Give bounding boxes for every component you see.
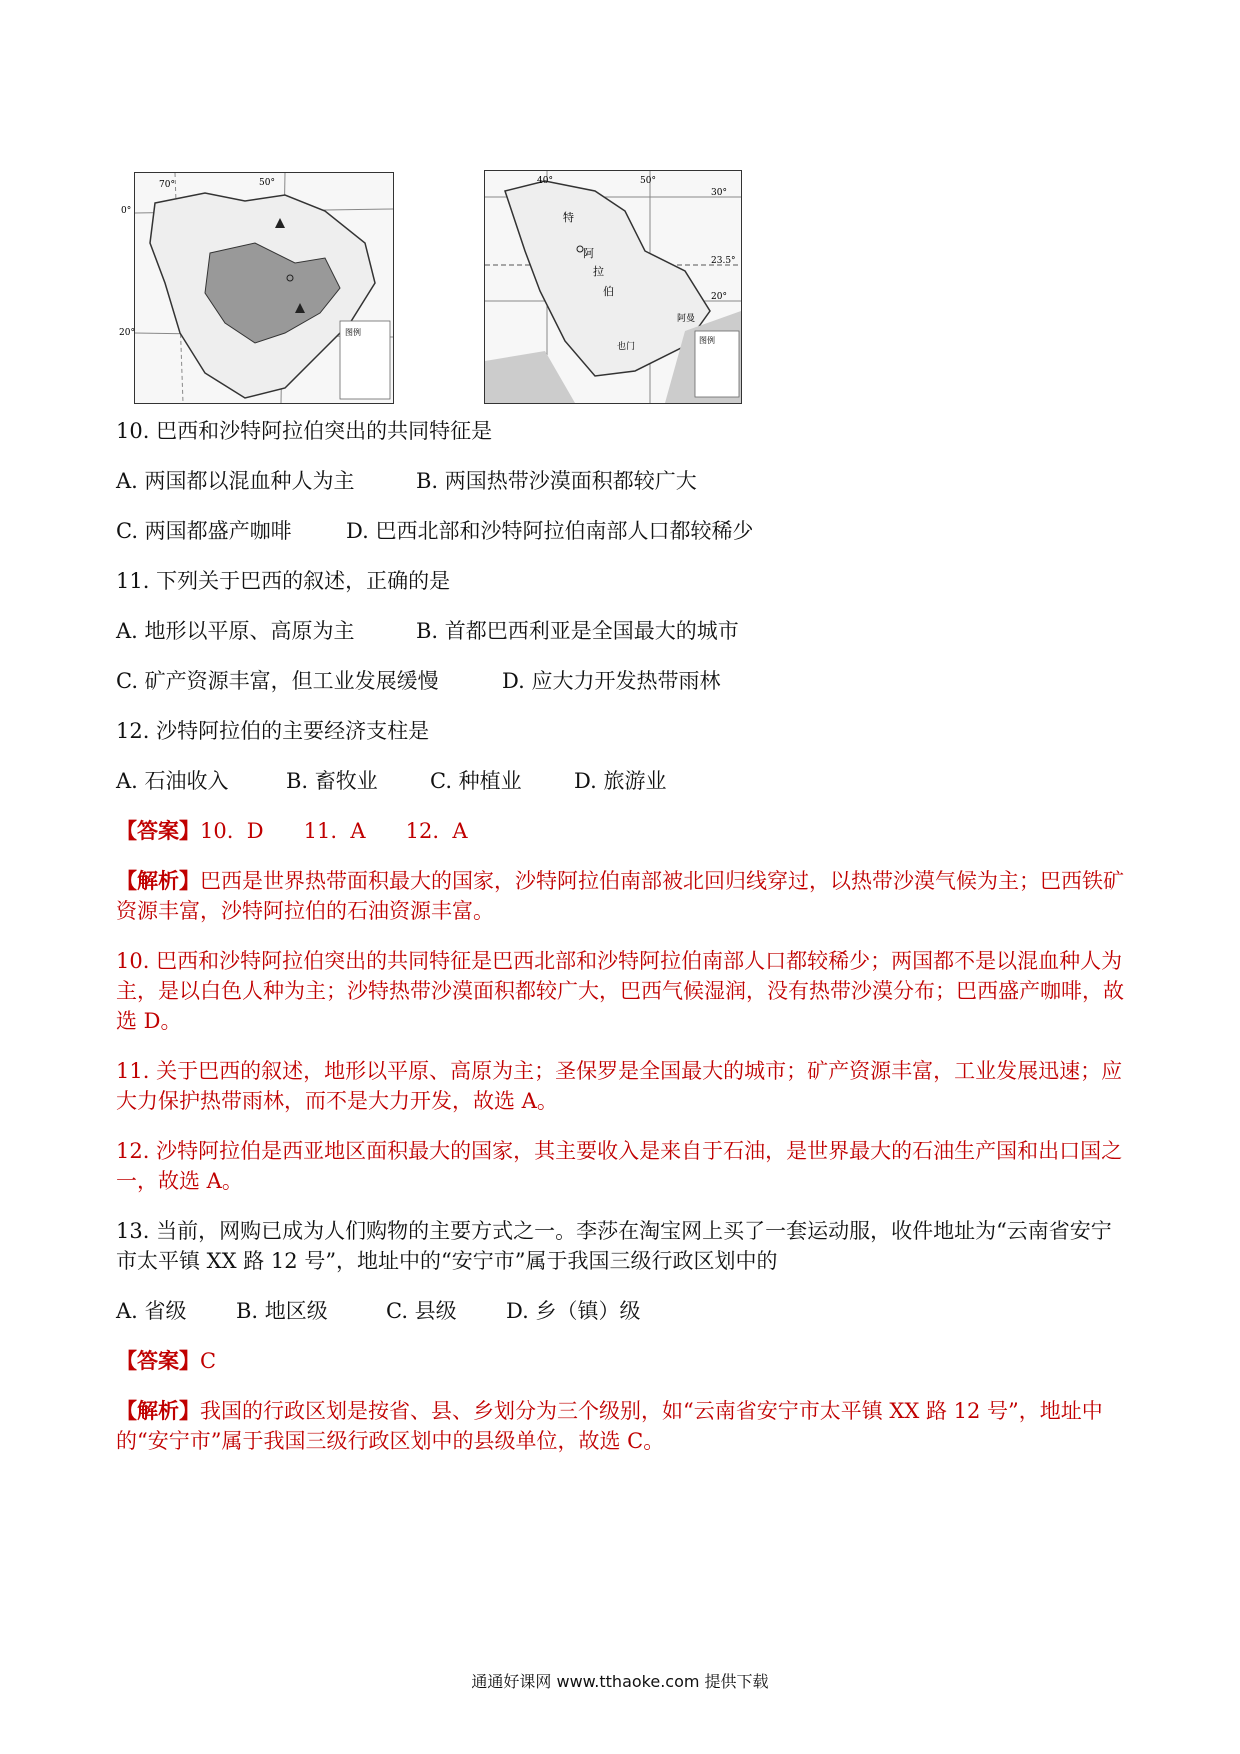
answer-text-2: C xyxy=(200,1349,217,1373)
brazil-map xyxy=(119,172,394,404)
q10-options-ab xyxy=(116,466,1126,516)
label-bo: 伯 xyxy=(603,285,614,298)
q11-option-d: D. 应大力开发热带雨林 xyxy=(502,669,721,693)
analysis-tag-2: 【解析】 xyxy=(116,1398,200,1423)
label-la: 拉 xyxy=(593,265,604,278)
lat-label-30: 30° xyxy=(711,188,727,198)
q12-option-d: D. 旅游业 xyxy=(574,769,667,793)
q13-option-a: A. 省级 xyxy=(116,1299,187,1323)
q11-stem: 11. 下列关于巴西的叙述，正确的是 xyxy=(116,569,451,593)
lon-label-50: 50° xyxy=(259,178,275,188)
analysis-text-1: 巴西是世界热带面积最大的国家，沙特阿拉伯南部被北回归线穿过，以热带沙漠气候为主；巴西铁矿资源丰富，沙特阿拉伯的石油资源丰富。 xyxy=(116,869,1124,923)
label-oman: 阿曼 xyxy=(677,314,696,324)
q11-option-c: C. 矿产资源丰富，但工业发展缓慢 xyxy=(116,669,439,693)
analysis-tag-1: 【解析】 xyxy=(116,868,200,893)
q13-options xyxy=(116,1296,1126,1346)
answer-block-1 xyxy=(116,816,1126,866)
q12-option-c: C. 种植业 xyxy=(430,769,522,793)
brazil-legend-title: 图例 xyxy=(345,328,361,337)
document-body xyxy=(116,416,1126,1476)
lat-label-20: 20° xyxy=(119,328,135,338)
answer-text-1: 10. D 11. A 12. A xyxy=(200,819,468,843)
analysis-block-1 xyxy=(116,866,1126,926)
lon-label-70: 70° xyxy=(159,180,175,190)
page-footer: 通通好课网 www.tthaoke.com 提供下载 xyxy=(471,1672,769,1691)
saudi-map-drawing xyxy=(485,171,741,403)
analysis-block-2 xyxy=(116,1396,1126,1456)
analysis-11: 11. 关于巴西的叙述，地形以平原、高原为主；圣保罗是全国最大的城市；矿产资源丰富，工业发展迅速；应大力保护热带雨林，而不是大力开发，故选 A。 xyxy=(116,1059,1123,1113)
q12-options xyxy=(116,766,1126,816)
analysis-10: 10. 巴西和沙特阿拉伯突出的共同特征是巴西北部和沙特阿拉伯南部人口都较稀少；两国都不是以混血种人为主，是以白色人种为主；沙特热带沙漠面积都较广大，巴西气候湿润，没有热带沙漠分布；巴西盛产咖啡，故选 D。 xyxy=(116,949,1124,1033)
analysis-text-2: 我国的行政区划是按省、县、乡划分为三个级别，如“云南省安宁市太平镇 XX 路 12 号”，地址中的“安宁市”属于我国三级行政区划中的县级单位，故选 C。 xyxy=(116,1399,1103,1453)
lon-label-40: 40° xyxy=(537,176,553,186)
answer-tag-2: 【答案】 xyxy=(116,1348,200,1373)
q13-option-d: D. 乡（镇）级 xyxy=(506,1299,641,1323)
q10-option-b: B. 两国热带沙漠面积都较广大 xyxy=(416,469,697,493)
q10-option-a: A. 两国都以混血种人为主 xyxy=(116,469,355,493)
q11-option-b: B. 首都巴西利亚是全国最大的城市 xyxy=(416,619,739,643)
q11-options-cd xyxy=(116,666,1126,716)
saudi-legend-title: 图例 xyxy=(699,336,715,345)
label-a: 阿 xyxy=(583,247,594,260)
lat-label-23-5: 23.5° xyxy=(711,256,736,266)
label-te: 特 xyxy=(563,211,574,224)
q10-option-d: D. 巴西北部和沙特阿拉伯南部人口都较稀少 xyxy=(346,519,754,543)
q10-stem: 10. 巴西和沙特阿拉伯突出的共同特征是 xyxy=(116,419,493,443)
answer-tag-1: 【答案】 xyxy=(116,818,200,843)
q11-option-a: A. 地形以平原、高原为主 xyxy=(116,619,355,643)
q12-stem: 12. 沙特阿拉伯的主要经济支柱是 xyxy=(116,719,430,743)
saudi-map xyxy=(484,170,742,404)
q13-option-b: B. 地区级 xyxy=(236,1299,328,1323)
lat-label-20-b: 20° xyxy=(711,292,727,302)
q10-option-c: C. 两国都盛产咖啡 xyxy=(116,519,292,543)
q12-option-b: B. 畜牧业 xyxy=(286,769,378,793)
lon-label-50-b: 50° xyxy=(640,176,656,186)
q11-options-ab xyxy=(116,616,1126,666)
lat-label-0: 0° xyxy=(121,206,132,216)
answer-block-2 xyxy=(116,1346,1126,1396)
q10-options-cd xyxy=(116,516,1126,566)
brazil-map-drawing xyxy=(119,173,393,403)
q13-option-c: C. 县级 xyxy=(386,1299,457,1323)
q13-stem: 13. 当前，网购已成为人们购物的主要方式之一。李莎在淘宝网上买了一套运动服，收件地址为“云南省安宁市太平镇 XX 路 12 号”，地址中的“安宁市”属于我国三级行政区划中的 xyxy=(116,1219,1112,1273)
analysis-12: 12. 沙特阿拉伯是西亚地区面积最大的国家，其主要收入是来自于石油，是世界最大的石油生产国和出口国之一，故选 A。 xyxy=(116,1139,1123,1193)
q12-option-a: A. 石油收入 xyxy=(116,769,229,793)
maps-figure xyxy=(119,152,752,400)
label-yemen: 也门 xyxy=(617,342,636,352)
